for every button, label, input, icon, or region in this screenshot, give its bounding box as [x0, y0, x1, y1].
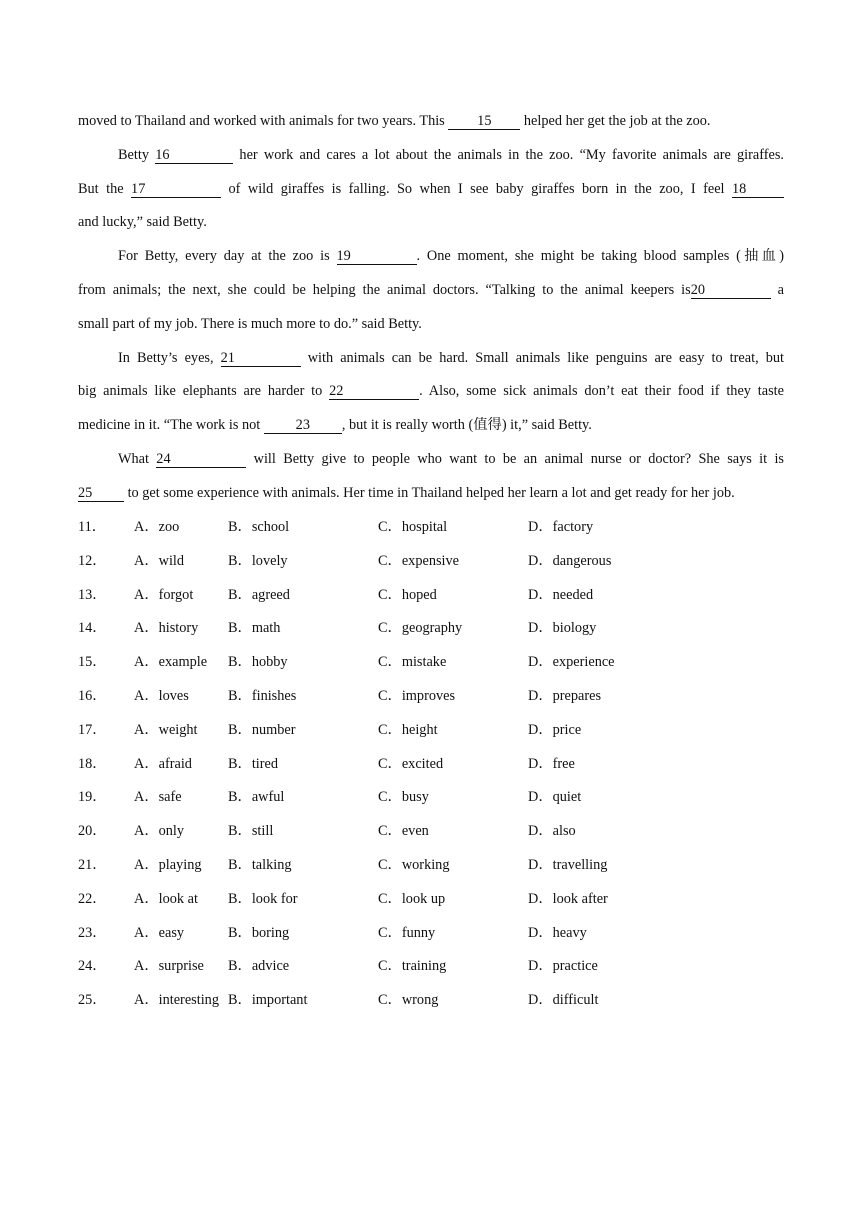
passage-text: But the [78, 180, 132, 197]
question-row [78, 855, 784, 875]
question-number: 19． [78, 789, 107, 806]
option-c[interactable]: C．hospital [378, 519, 448, 535]
option-d[interactable]: D．look after [528, 890, 608, 907]
question-number: 20． [78, 823, 107, 840]
option-c[interactable]: C．hoped [378, 586, 437, 603]
option-c[interactable]: C．wrong [378, 992, 439, 1009]
option-b[interactable]: B．school [228, 519, 290, 535]
passage-text: and lucky,” said Betty. [78, 214, 207, 231]
blank-22: 22 [329, 383, 419, 400]
passage [78, 105, 784, 511]
option-d[interactable]: D．travelling [528, 857, 608, 873]
option-a[interactable]: A．weight [134, 721, 198, 738]
option-a[interactable]: A．wild [134, 552, 185, 569]
option-c[interactable]: C．improves [378, 688, 456, 704]
option-d[interactable]: D．biology [528, 620, 597, 637]
question-row [78, 686, 784, 706]
passage-text: Betty [118, 146, 156, 163]
question-row [78, 652, 784, 672]
option-a[interactable]: A．interesting [134, 992, 219, 1009]
question-number: 24． [78, 958, 107, 975]
option-b[interactable]: B．important [228, 992, 308, 1009]
passage-line [78, 308, 784, 342]
option-a[interactable]: A．surprise [134, 958, 204, 975]
option-b[interactable]: B．talking [228, 857, 292, 873]
passage-line [78, 477, 784, 511]
option-b[interactable]: B．look for [228, 890, 298, 907]
option-d[interactable]: D．needed [528, 586, 594, 603]
option-a[interactable]: A．loves [134, 688, 189, 704]
option-b[interactable]: B．finishes [228, 688, 297, 704]
option-c[interactable]: C．height [378, 721, 438, 738]
question-row [78, 821, 784, 841]
question-row [78, 990, 784, 1010]
option-b[interactable]: B．tired [228, 755, 279, 772]
question-number: 21． [78, 857, 107, 873]
passage-text: What [118, 450, 157, 467]
blank-18: 18 [732, 181, 784, 198]
blank-19: 19 [337, 248, 417, 265]
passage-text: will Betty give to people who want to be an animal nurse or doctor? She says it is [246, 450, 784, 467]
passage-line [78, 409, 784, 443]
question-number: 18． [78, 755, 107, 772]
option-d[interactable]: D．price [528, 721, 582, 738]
blank-25: 25 [78, 485, 124, 502]
passage-line [78, 139, 784, 173]
option-c[interactable]: C．busy [378, 789, 429, 806]
option-a[interactable]: A．example [134, 654, 208, 671]
option-c[interactable]: C．even [378, 823, 429, 840]
option-b[interactable]: B．lovely [228, 552, 288, 569]
option-a[interactable]: A．forgot [134, 586, 194, 603]
option-a[interactable]: A．afraid [134, 755, 192, 772]
passage-line [78, 105, 784, 139]
option-c[interactable]: C．working [378, 857, 450, 873]
question-row [78, 956, 784, 976]
option-c[interactable]: C．geography [378, 620, 463, 637]
option-a[interactable]: A．only [134, 823, 185, 840]
option-b[interactable]: B．advice [228, 958, 290, 975]
option-c[interactable]: C．funny [378, 924, 436, 941]
option-d[interactable]: D．free [528, 755, 575, 772]
option-b[interactable]: B．number [228, 721, 296, 738]
option-d[interactable]: D．practice [528, 958, 598, 975]
passage-text: her work and cares a lot about the animals in the zoo. “My favorite animals are giraffes. [233, 146, 784, 163]
passage-line [78, 173, 784, 207]
passage-text: small part of my job. There is much more to do.” said Betty. [78, 315, 422, 332]
passage-text: helped her get the job at the zoo. [520, 113, 711, 129]
passage-text: with animals can be hard. Small animals like penguins are easy to treat, but [300, 349, 784, 366]
question-number: 15． [78, 654, 107, 671]
question-number: 13． [78, 586, 107, 603]
passage-text: . Also, some sick animals don’t eat their food if they taste [419, 383, 784, 400]
passage-text: In Betty’s eyes, [118, 349, 221, 366]
question-number: 22． [78, 890, 107, 907]
question-row [78, 585, 784, 605]
option-b[interactable]: B．awful [228, 789, 285, 806]
passage-text: , but it is really worth (值得) it,” said Betty. [341, 417, 592, 434]
blank-16: 16 [155, 147, 233, 164]
question-row [78, 754, 784, 774]
passage-text: moved to Thailand and worked with animals for two years. This [78, 113, 449, 129]
blank-15: 15 [448, 113, 520, 130]
question-row [78, 787, 784, 807]
passage-text: medicine in it. “The work is not [78, 417, 264, 434]
passage-line [78, 342, 784, 376]
question-number: 17． [78, 721, 107, 738]
question-row [78, 551, 784, 571]
passage-line [78, 375, 784, 409]
question-number: 16． [78, 688, 107, 704]
option-d[interactable]: D．factory [528, 519, 594, 535]
option-d[interactable]: D．quiet [528, 789, 582, 806]
option-a[interactable]: A．playing [134, 857, 202, 873]
passage-text: a [770, 281, 785, 298]
passage-text: to get some experience with animals. Her time in Thailand helped her learn a lot and get ready for her job. [124, 484, 735, 501]
option-b[interactable]: B．agreed [228, 586, 290, 603]
passage-text: . One moment, she might be taking blood samples (抽血) [416, 248, 784, 265]
blank-24: 24 [156, 451, 246, 468]
question-number: 23． [78, 924, 107, 941]
passage-text: from animals; the next, she could be helping the animal doctors. “Talking to the animal keepers is [78, 281, 691, 298]
passage-text: of wild giraffes is falling. So when I see baby giraffes born in the zoo, I feel [221, 180, 732, 197]
option-a[interactable]: A．safe [134, 789, 182, 806]
blank-20: 20 [691, 282, 771, 299]
option-d[interactable]: D．heavy [528, 924, 587, 941]
option-a[interactable]: A．look at [134, 890, 198, 907]
option-a[interactable]: A．zoo [134, 519, 180, 535]
option-b[interactable]: B．math [228, 620, 281, 637]
question-row [78, 889, 784, 909]
option-d[interactable]: D．difficult [528, 992, 599, 1009]
question-number: 14． [78, 620, 107, 637]
option-c[interactable]: C．mistake [378, 654, 447, 671]
blank-17: 17 [131, 181, 221, 198]
question-row [78, 618, 784, 638]
question-row [78, 720, 784, 740]
option-a[interactable]: A．history [134, 620, 199, 637]
question-row [78, 923, 784, 943]
option-c[interactable]: C．look up [378, 890, 446, 907]
passage-text: For Betty, every day at the zoo is [118, 248, 337, 265]
passage-line [78, 206, 784, 240]
option-b[interactable]: B．boring [228, 924, 290, 941]
option-d[interactable]: D．also [528, 823, 576, 840]
passage-text: big animals like elephants are harder to [78, 383, 330, 400]
blank-21: 21 [221, 350, 301, 367]
passage-line [78, 240, 784, 274]
passage-line [78, 274, 784, 308]
option-b[interactable]: B．hobby [228, 654, 288, 671]
option-a[interactable]: A．easy [134, 924, 185, 941]
option-b[interactable]: B．still [228, 823, 274, 840]
option-c[interactable]: C．excited [378, 755, 444, 772]
blank-23: 23 [264, 417, 342, 434]
question-number: 11． [78, 519, 107, 535]
question-number: 12． [78, 552, 107, 569]
option-d[interactable]: D．dangerous [528, 552, 612, 569]
question-number: 25． [78, 992, 107, 1009]
option-d[interactable]: D．experience [528, 654, 615, 671]
option-c[interactable]: C．expensive [378, 552, 459, 569]
passage-line [78, 443, 784, 477]
option-d[interactable]: D．prepares [528, 688, 602, 704]
option-c[interactable]: C．training [378, 958, 447, 975]
question-row [78, 517, 784, 537]
